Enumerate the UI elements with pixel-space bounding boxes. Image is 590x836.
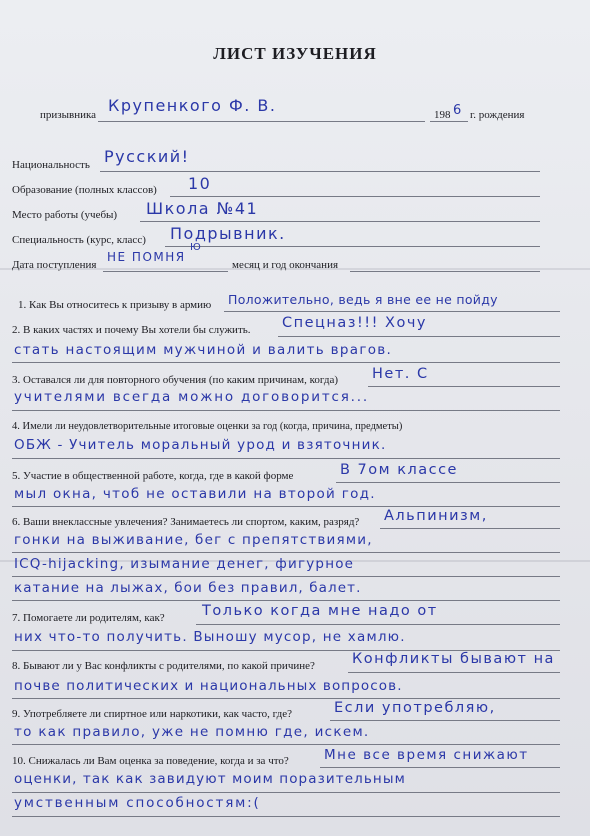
question-7-label: 7. Помогаете ли родителям, как? [12,612,165,624]
education-line [170,196,540,197]
birth-year-line [430,121,468,122]
education-value: 10 [188,174,212,193]
question-4-label: 4. Имели ли неудовлетворительные итоговые оценки за год (когда, причина, предметы) [12,421,403,432]
question-2-answer: Спецназ!!! Хочу [282,315,427,331]
question-3-label: 3. Оставался ли для повторного обучения (по каким причинам, когда) [12,374,339,386]
answer-line [196,624,560,625]
answer-line [12,410,560,411]
question-9-label: 9. Употребляете ли спиртное или наркотики, как часто, где? [12,708,292,720]
question-10-label: 10. Снижалась ли Вам оценка за поведение, когда и за что? [12,755,289,767]
nationality-label: Национальность [12,159,90,171]
admission-label: Дата поступления [12,259,97,271]
question-10-answer: оценки, так как завидуют моим поразительным [14,771,406,787]
question-1-answer: Положительно, ведь я вне ее не пойду [228,292,498,307]
answer-line [12,600,560,601]
question-1-label: 1. Как Вы относитесь к призыву в армию [18,299,212,311]
specialty-line [165,246,540,247]
answer-line [12,816,560,817]
answer-line [12,362,560,363]
nationality-value: Русский! [104,147,190,166]
answer-line [12,458,560,459]
question-8-answer: почве политических и национальных вопросов. [14,678,403,694]
question-5-answer: В 7ом классе [340,462,458,478]
question-10-answer: Мне все время снижают [324,747,529,763]
answer-line [330,720,560,721]
answer-line [12,698,560,699]
conscript-name: Крупенкого Ф. В. [108,96,277,115]
question-9-answer: Если употребляю, [334,700,496,716]
question-4-answer: ОБЖ - Учитель моральный урод и взяточник. [14,437,387,453]
conscript-name-line [98,121,425,122]
question-7-answer: них что-то получить. Выношу мусор, не хамлю. [14,629,406,645]
answer-line [224,311,560,312]
question-8-label: 8. Бывают ли у Вас конфликты с родителями, по какой причине? [12,660,315,672]
birth-year-digit: 6 [453,103,463,118]
question-3-answer: Нет. С [372,366,429,382]
question-6-answer: Альпинизм, [384,508,488,524]
answer-line [368,386,560,387]
question-2-label: 2. В каких частях и почему Вы хотели бы служить. [12,324,251,336]
answer-line [12,552,560,553]
graduation-line [350,271,540,272]
admission-correction: Ю [190,242,203,253]
question-5-answer: мыл окна, чтоб не оставили на второй год. [14,486,376,502]
admission-line [103,271,228,272]
question-6-label: 6. Ваши внеклассные увлечения? Занимаетесь ли спортом, каким, разряд? [12,516,360,528]
answer-line [12,792,560,793]
question-2-answer: стать настоящим мужчиной и валить врагов. [14,342,393,358]
question-8-answer: Конфликты бывают на [352,651,555,667]
question-7-answer: Только когда мне надо от [202,603,438,619]
document-title: ЛИСТ ИЗУЧЕНИЯ [213,44,377,63]
question-6-answer: ICQ-hijacking, изымание денег, фигурное [14,556,355,572]
admission-value: НЕ ПОМНЯ [107,250,186,264]
answer-line [12,744,560,745]
question-10-answer: умственным способностям:( [14,795,261,811]
workplace-value: Школа №41 [146,199,259,218]
question-3-answer: учителями всегда можно договорится... [14,389,369,405]
birth-year-prefix: 198 [434,109,451,121]
workplace-line [140,221,540,222]
answer-line [348,672,560,673]
workplace-label: Место работы (учебы) [12,209,118,221]
answer-line [12,506,560,507]
answer-line [380,528,560,529]
answer-line [336,482,560,483]
answer-line [12,576,560,577]
specialty-label: Специальность (курс, класс) [12,234,146,246]
question-6-answer: гонки на выживание, бег с препятствиями, [14,532,373,548]
nationality-line [100,171,540,172]
education-label: Образование (полных классов) [12,184,157,196]
answer-line [320,767,560,768]
birth-year-suffix: г. рождения [470,109,525,121]
specialty-value: Подрывник. [170,224,286,243]
conscript-label: призывника [40,109,97,121]
question-9-answer: то как правило, уже не помню где, искем. [14,724,370,740]
answer-line [278,336,560,337]
question-6-answer: катание на лыжах, бои без правил, балет. [14,580,362,596]
graduation-label: месяц и год окончания [232,259,339,271]
question-5-label: 5. Участие в общественной работе, когда, где в какой форме [12,470,294,482]
